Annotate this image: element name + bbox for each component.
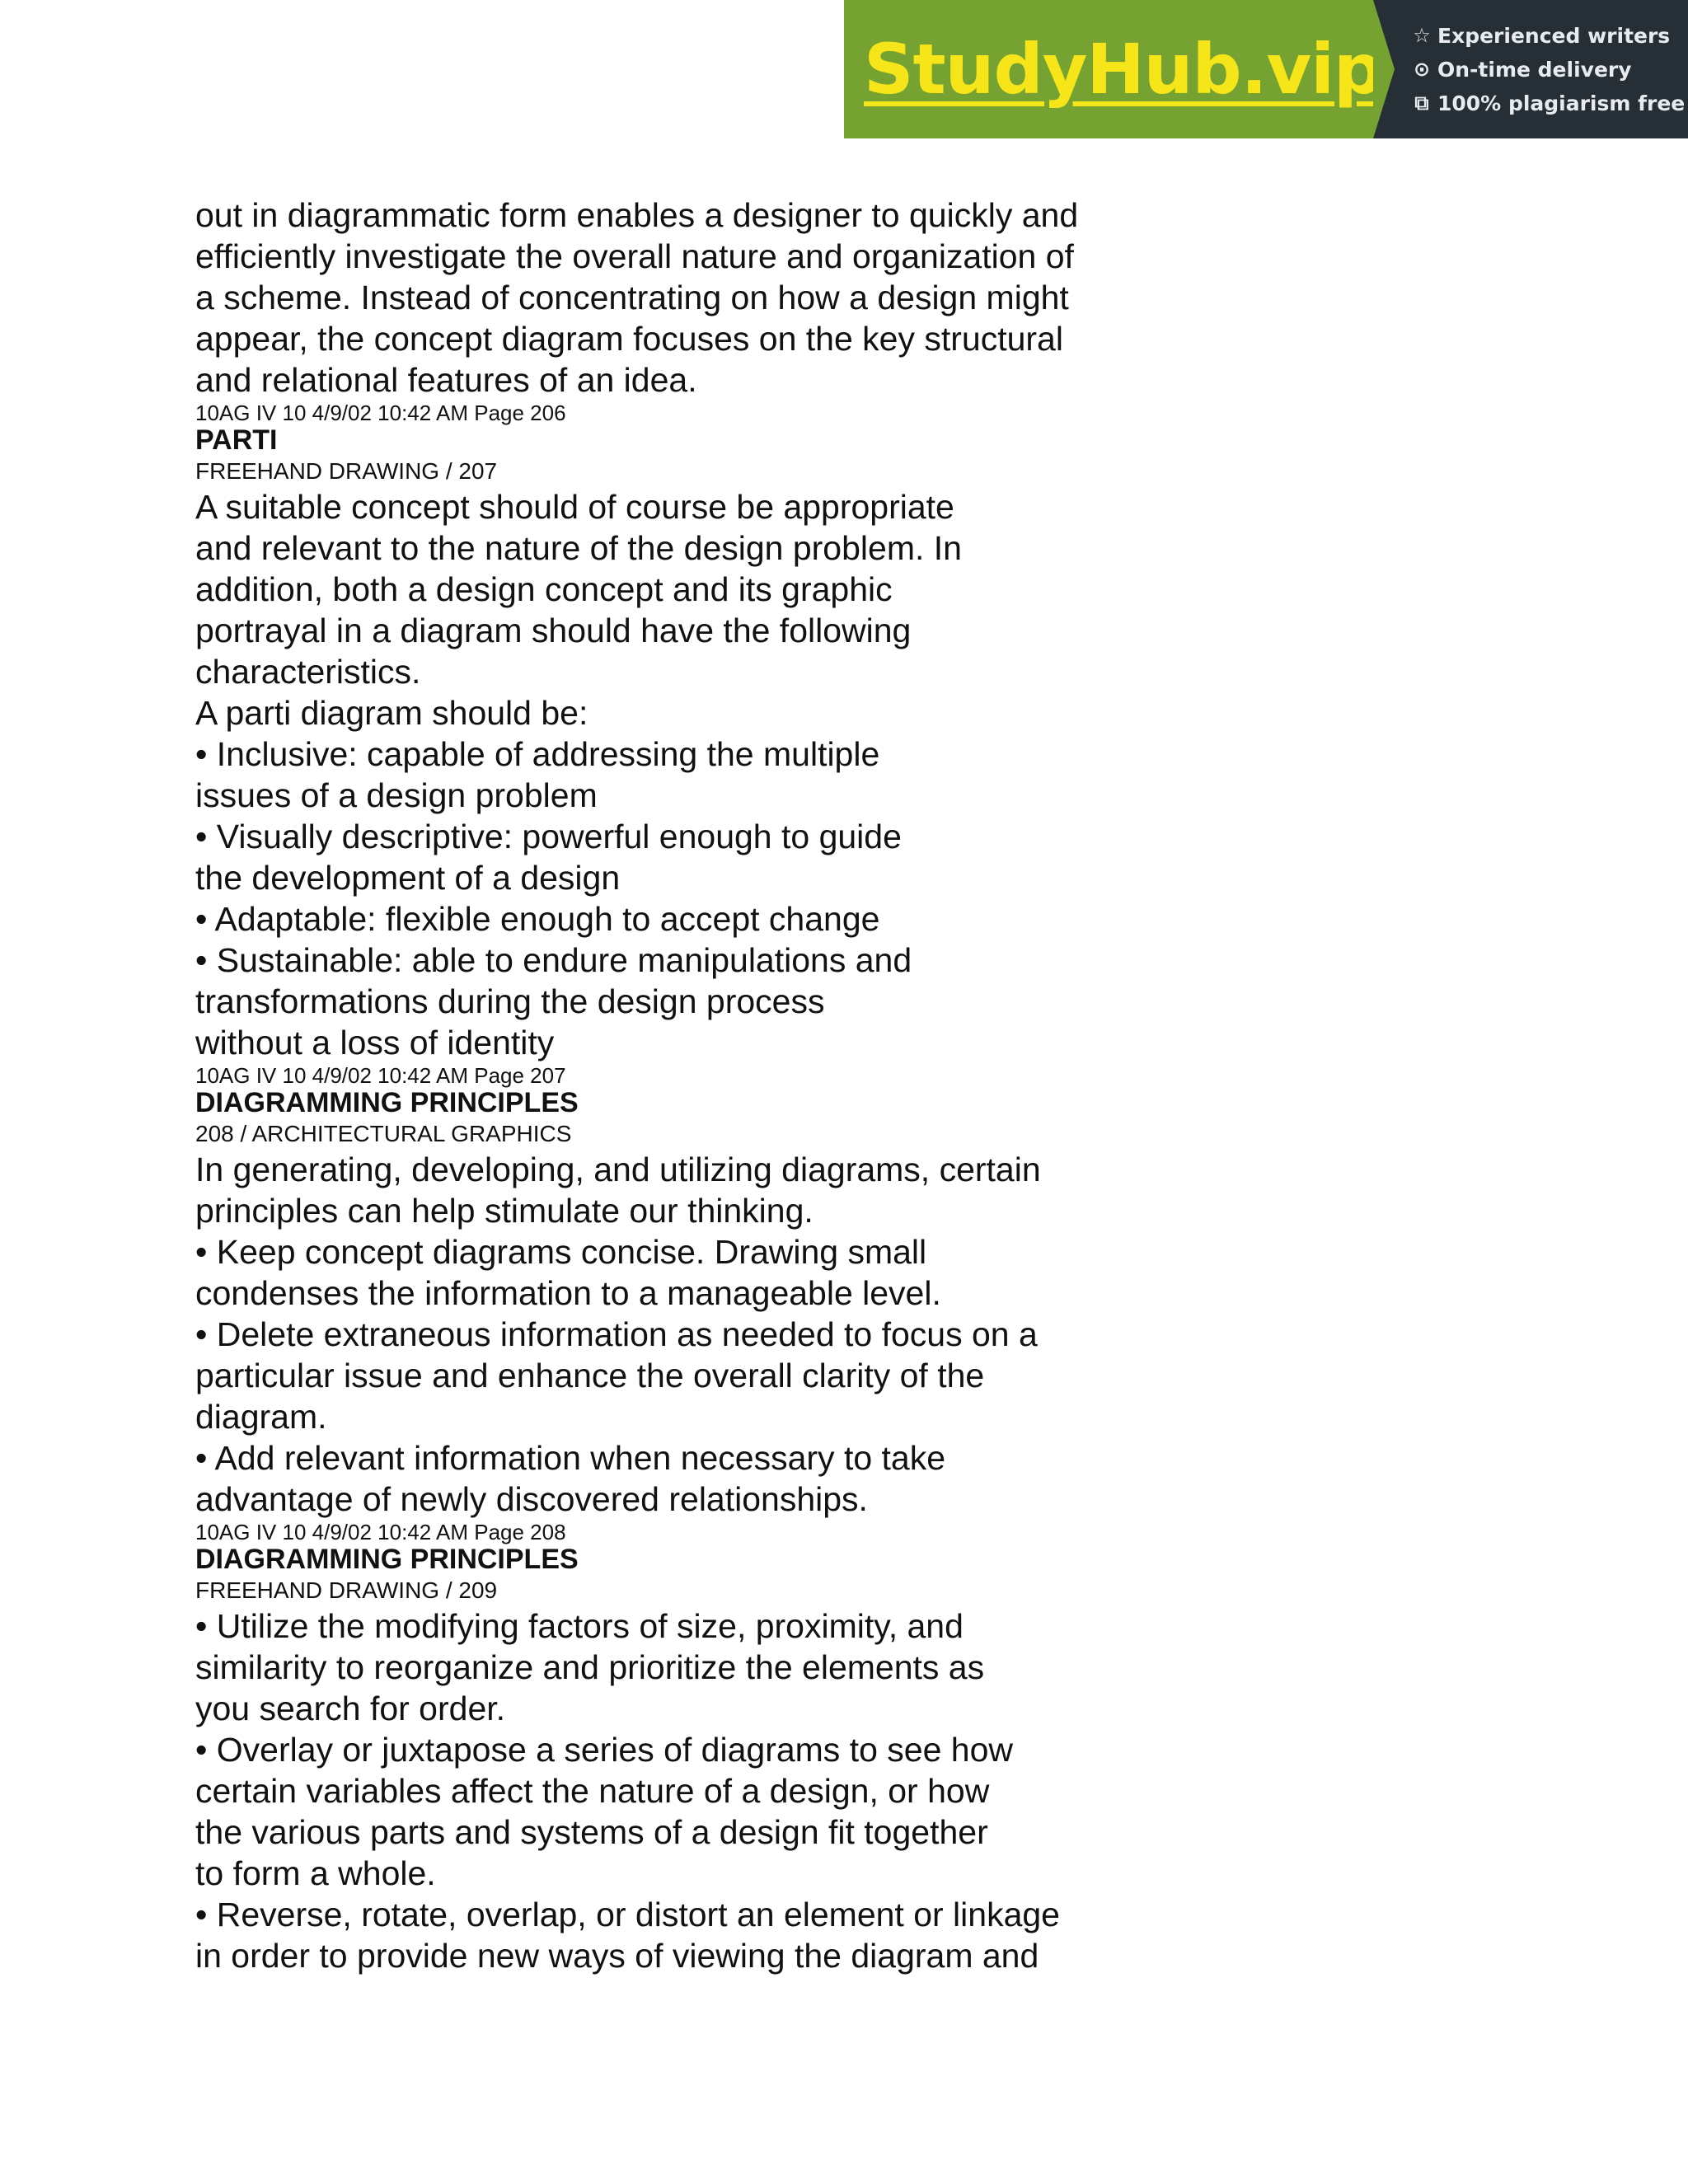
- body-text-line: • Add relevant information when necessary to take: [195, 1439, 946, 1477]
- page-footer-meta: 10AG IV 10 4/9/02 10:42 AM Page 207: [195, 1063, 566, 1088]
- running-header: FREEHAND DRAWING / 209: [195, 1577, 498, 1603]
- body-text-line: principles can help stimulate our thinking.: [195, 1192, 814, 1230]
- body-text-line: portrayal in a diagram should have the following: [195, 612, 912, 649]
- body-text-line: in order to provide new ways of viewing the diagram and: [195, 1937, 1039, 1975]
- body-text-line: • Adaptable: flexible enough to accept change: [195, 900, 880, 938]
- body-text-line: diagram.: [195, 1398, 327, 1436]
- feature-experienced-writers: [1411, 19, 1688, 53]
- body-text-line: the various parts and systems of a design fit together: [195, 1813, 988, 1851]
- body-text-line: transformations during the design process: [195, 982, 825, 1020]
- body-text-line: issues of a design problem: [195, 776, 598, 814]
- banner-feature-list: [1373, 0, 1688, 138]
- body-text-line: and relational features of an idea.: [195, 361, 697, 399]
- body-text-line: characteristics.: [195, 653, 421, 691]
- studyhub-ad-banner[interactable]: [844, 0, 1688, 138]
- page-footer-meta: 10AG IV 10 4/9/02 10:42 AM Page 206: [195, 401, 566, 425]
- studyhub-logo[interactable]: [844, 0, 1383, 138]
- feature-on-time-delivery: [1411, 53, 1688, 87]
- section-heading: DIAGRAMMING PRINCIPLES: [195, 1544, 579, 1575]
- studyhub-logo-text: StudyHub.vip: [864, 29, 1383, 110]
- copy-icon: ⧉: [1414, 91, 1429, 115]
- document-text: [195, 194, 1184, 1976]
- feature-label: On-time delivery: [1437, 57, 1632, 82]
- body-text-line: • Sustainable: able to endure manipulations and: [195, 941, 912, 979]
- body-text-line: advantage of newly discovered relationships.: [195, 1480, 868, 1518]
- body-text-line: • Utilize the modifying factors of size, proximity, and: [195, 1607, 964, 1645]
- body-text-line: • Keep concept diagrams concise. Drawing small: [195, 1233, 927, 1271]
- body-text-line: • Reverse, rotate, overlap, or distort an element or linkage: [195, 1896, 1060, 1933]
- body-text-line: • Delete extraneous information as needed to focus on a: [195, 1315, 1038, 1353]
- body-text-line: • Overlay or juxtapose a series of diagrams to see how: [195, 1731, 1013, 1769]
- body-text-line: the development of a design: [195, 859, 621, 897]
- page-footer-meta: 10AG IV 10 4/9/02 10:42 AM Page 208: [195, 1520, 566, 1544]
- running-header: 208 / ARCHITECTURAL GRAPHICS: [195, 1121, 572, 1146]
- body-text-line: without a loss of identity: [195, 1024, 555, 1062]
- body-text-line: • Inclusive: capable of addressing the multiple: [195, 735, 880, 773]
- body-text-line: A suitable concept should of course be appropriate: [195, 488, 954, 526]
- body-text-line: A parti diagram should be:: [195, 694, 588, 732]
- body-text-line: efficiently investigate the overall nature and organization of: [195, 237, 1074, 275]
- body-text-line: out in diagrammatic form enables a designer to quickly and: [195, 196, 1079, 234]
- feature-plagiarism-free: [1411, 87, 1688, 120]
- body-text-line: you search for order.: [195, 1690, 506, 1727]
- section-heading: PARTI: [195, 424, 278, 456]
- body-text-line: particular issue and enhance the overall clarity of the: [195, 1357, 985, 1394]
- body-text-line: and relevant to the nature of the design problem. In: [195, 529, 962, 567]
- star-outline-icon: ☆: [1413, 24, 1431, 47]
- body-text-line: appear, the concept diagram focuses on the key structural: [195, 320, 1063, 358]
- body-text-line: similarity to reorganize and prioritize the elements as: [195, 1648, 985, 1686]
- body-text-line: to form a whole.: [195, 1854, 436, 1892]
- feature-label: 100% plagiarism free: [1437, 91, 1686, 115]
- clock-icon: ⊙: [1413, 58, 1431, 81]
- body-text-line: certain variables affect the nature of a design, or how: [195, 1772, 990, 1810]
- body-text-line: a scheme. Instead of concentrating on how a design might: [195, 279, 1069, 316]
- body-text-line: addition, both a design concept and its graphic: [195, 570, 893, 608]
- section-heading: DIAGRAMMING PRINCIPLES: [195, 1087, 579, 1118]
- body-text-line: condenses the information to a manageable level.: [195, 1274, 941, 1312]
- body-text-line: • Visually descriptive: powerful enough to guide: [195, 818, 902, 855]
- feature-label: Experienced writers: [1437, 23, 1671, 48]
- body-text-line: In generating, developing, and utilizing diagrams, certain: [195, 1151, 1041, 1188]
- running-header: FREEHAND DRAWING / 207: [195, 458, 498, 484]
